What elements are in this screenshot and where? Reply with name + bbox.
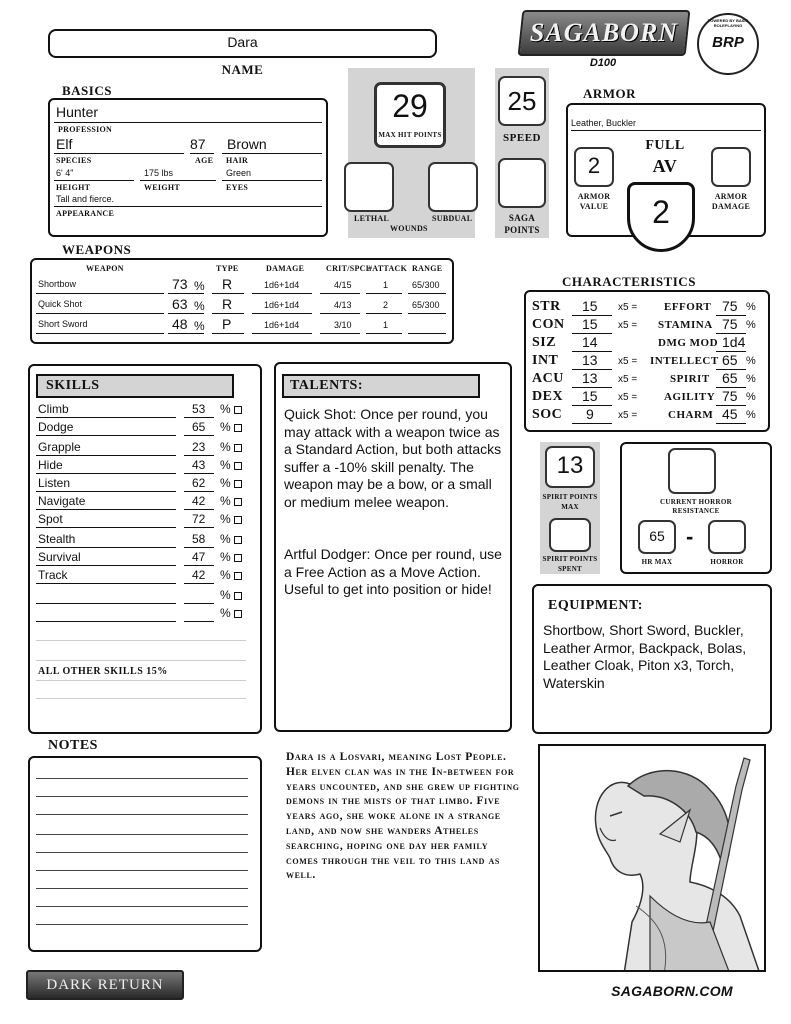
skill-name: Climb [38, 402, 69, 416]
hair-value[interactable]: Brown [227, 136, 267, 152]
weapon-attacks: 1 [383, 320, 389, 330]
derived-pct: % [746, 319, 756, 331]
derived-value: 75 [722, 316, 738, 332]
spirit-max-label-1: SPIRIT POINTS [542, 493, 598, 501]
skill-pct: % [220, 494, 231, 508]
skill-name: Hide [38, 458, 63, 472]
skill-checkbox[interactable] [234, 462, 242, 470]
weapons-header: WEAPONS [62, 242, 132, 257]
weapon-pct: % [194, 299, 205, 313]
skill-value: 43 [192, 458, 206, 472]
skill-row[interactable] [36, 456, 246, 474]
dark-return-text: DARK RETURN [46, 977, 164, 993]
skill-pct: % [220, 440, 231, 454]
armor-value-label-2: VALUE [579, 202, 609, 211]
armor-header: ARMOR [583, 86, 637, 101]
derived-pct: % [746, 355, 756, 367]
weapons-col-crit: CRIT/SPCL [326, 264, 372, 273]
skill-row[interactable] [36, 566, 246, 584]
derived-value: 45 [722, 406, 738, 422]
derived-value: 75 [722, 388, 738, 404]
saga-points-box[interactable] [498, 158, 546, 208]
skill-row[interactable] [36, 418, 246, 436]
derived-name: INTELLECT [650, 355, 719, 367]
skill-pct: % [220, 606, 231, 620]
armor-damage-label-2: DAMAGE [711, 202, 751, 211]
skill-name: Dodge [38, 420, 74, 434]
profession-label: PROFESSION [58, 125, 113, 134]
weapons-col-damage: DAMAGE [266, 264, 305, 273]
appearance-value[interactable]: Tall and fierce. [56, 194, 115, 204]
derived-pct: % [746, 391, 756, 403]
subdual-box[interactable] [428, 162, 478, 212]
horror-dash: - [686, 524, 694, 549]
weight-value[interactable]: 175 lbs [144, 168, 174, 178]
skill-name: Track [38, 568, 68, 582]
notes-header: NOTES [48, 738, 98, 753]
derived-value: 1d4 [722, 334, 746, 350]
character-name: Dara [227, 34, 258, 50]
skill-row[interactable] [36, 530, 246, 548]
weapon-type: R [222, 276, 233, 292]
stat-value: 15 [582, 388, 598, 404]
height-label: HEIGHT [56, 183, 91, 192]
subdual-label: SUBDUAL [432, 214, 473, 223]
weapon-damage: 1d6+1d4 [264, 320, 300, 330]
speed-value: 25 [507, 86, 537, 116]
stat-value: 15 [582, 316, 598, 332]
weapon-attacks: 2 [383, 300, 389, 310]
talents-text-2: Artful Dodger: Once per round, use a Free Action as a Move Action. Useful to get into position or hide! [284, 546, 502, 597]
stat-row[interactable] [532, 406, 764, 424]
stat-mult: x5 = [618, 320, 638, 331]
skill-pct: % [220, 550, 231, 564]
elf-portrait-illustration [540, 746, 766, 972]
skill-row[interactable] [36, 586, 246, 604]
characteristics-header: CHARACTERISTICS [562, 274, 696, 289]
derived-pct: % [746, 301, 756, 313]
skill-checkbox[interactable] [234, 406, 242, 414]
skill-name: Survival [38, 550, 81, 564]
lethal-label: LETHAL [354, 214, 390, 223]
skill-checkbox[interactable] [234, 480, 242, 488]
stat-row[interactable] [532, 316, 764, 334]
full-av-value: 2 [652, 194, 670, 230]
weapon-range: 65/300 [412, 300, 440, 310]
skill-row[interactable] [36, 436, 246, 454]
av-label: AV [652, 156, 678, 176]
notes-panel[interactable] [28, 756, 262, 952]
talents-header: TALENTS: [290, 378, 363, 393]
stat-value: 9 [586, 406, 594, 422]
weapon-damage: 1d6+1d4 [264, 300, 300, 310]
spirit-spent-box[interactable] [549, 518, 591, 552]
weapons-col-type: TYPE [216, 264, 239, 273]
skill-pct: % [220, 402, 231, 416]
armor-damage-label-1: ARMOR [714, 192, 748, 201]
skill-checkbox[interactable] [234, 554, 242, 562]
skill-name: Spot [38, 512, 63, 526]
stat-name: SOC [532, 407, 563, 422]
skill-pct: % [220, 476, 231, 490]
skill-name: Navigate [38, 494, 86, 508]
stat-name: CON [532, 317, 565, 332]
skill-name: Stealth [38, 532, 76, 546]
skill-name: Grapple [38, 440, 81, 454]
skill-pct: % [220, 568, 231, 582]
name-label: NAME [221, 62, 264, 77]
spirit-spent-label-2: SPENT [557, 565, 583, 573]
stat-mult: x5 = [618, 392, 638, 403]
eyes-value[interactable]: Green [226, 168, 252, 178]
spirit-spent-label-1: SPIRIT POINTS [542, 555, 598, 563]
skill-value: 62 [192, 476, 206, 490]
derived-name: SPIRIT [670, 373, 710, 385]
brp-badge-text: POWERED BY BASIC ROLEPLAYING [707, 18, 749, 28]
skill-row[interactable] [36, 510, 246, 528]
derived-name: CHARM [668, 409, 714, 421]
character-portrait [538, 744, 766, 972]
skill-pct: % [220, 588, 231, 602]
equipment-text: Shortbow, Short Sword, Buckler, Leather Armor, Backpack, Bolas, Leather Cloak, Piton x3, Torch, Waterskin [543, 622, 747, 691]
skill-name: Listen [38, 476, 71, 490]
height-value[interactable]: 6' 4" [56, 168, 74, 178]
saga-label: SAGA [508, 213, 536, 223]
brp-badge-short: BRP [712, 34, 744, 51]
skill-row[interactable] [36, 492, 246, 510]
stat-mult: x5 = [618, 374, 638, 385]
skill-checkbox[interactable] [234, 572, 242, 580]
skill-checkbox[interactable] [234, 516, 242, 524]
weapon-name: Shortbow [38, 279, 77, 289]
skill-value: 23 [192, 440, 206, 454]
armor-value: 2 [587, 153, 601, 178]
skill-pct: % [220, 532, 231, 546]
logo-title: SAGABORN [529, 18, 679, 47]
skills-header: SKILLS [46, 378, 100, 393]
stat-row[interactable] [532, 370, 764, 388]
skill-checkbox[interactable] [234, 592, 242, 600]
skill-row[interactable] [36, 548, 246, 566]
skill-checkbox[interactable] [234, 498, 242, 506]
weapon-crit: 4/13 [334, 300, 352, 310]
speed-label: SPEED [503, 132, 541, 144]
weapons-col-weapon: WEAPON [86, 264, 124, 273]
skill-row[interactable] [36, 604, 246, 622]
stat-mult: x5 = [618, 356, 638, 367]
other-skills-label: ALL OTHER SKILLS 15% [38, 666, 168, 677]
saga-points-label: POINTS [504, 225, 540, 235]
site-url[interactable]: SAGABORN.COM [611, 983, 733, 999]
current-horror-box[interactable] [668, 448, 716, 494]
skill-checkbox[interactable] [234, 610, 242, 618]
hair-label: HAIR [226, 156, 249, 165]
stat-row[interactable] [532, 388, 764, 406]
basics-header: BASICS [62, 83, 112, 98]
stat-name: INT [532, 353, 559, 368]
current-horror-label-2: RESISTANCE [672, 507, 720, 515]
spirit-max-value: 13 [556, 452, 584, 479]
skill-pct: % [220, 420, 231, 434]
derived-value: 65 [722, 370, 738, 386]
weapon-pct: % [194, 319, 205, 333]
derived-name: STAMINA [658, 319, 713, 331]
hr-max-value: 65 [649, 528, 665, 544]
spirit-max-label-2: MAX [561, 503, 579, 511]
horror-box[interactable] [708, 520, 746, 554]
full-label: FULL [645, 138, 685, 153]
species-label: SPECIES [56, 156, 92, 165]
weapon-type: R [222, 296, 233, 312]
current-horror-label-1: CURRENT HORROR [660, 498, 732, 506]
stat-name: DEX [532, 389, 564, 404]
weapon-crit: 4/15 [334, 280, 352, 290]
skill-value: 65 [192, 420, 206, 434]
armor-value-label-1: ARMOR [577, 192, 611, 201]
stat-name: SIZ [532, 335, 557, 350]
weapon-type: P [222, 316, 232, 332]
skill-value: 42 [192, 494, 206, 508]
weapon-skill: 63 [172, 296, 188, 312]
weapon-skill: 73 [172, 276, 188, 292]
backstory-text: Dara is a Losvari, meaning Lost People. Her elven clan was in the In-between for years uncounted, and she grew up fighting demons in the mists of that limbo. Five years ago, she woke alone in a strange land, and now she wanders Atheles searching, hoping one day her family comes through the veil to this land as well. [286, 751, 520, 882]
skill-pct: % [220, 458, 231, 472]
stat-name: STR [532, 299, 561, 314]
stat-value: 13 [582, 352, 598, 368]
skill-checkbox[interactable] [234, 444, 242, 452]
armor-damage-box[interactable] [711, 147, 751, 187]
weapons-col-range: RANGE [412, 264, 443, 273]
skill-checkbox[interactable] [234, 536, 242, 544]
skill-value: 72 [192, 512, 206, 526]
appearance-label: APPEARANCE [56, 209, 115, 218]
weapon-damage: 1d6+1d4 [264, 280, 300, 290]
derived-pct: % [746, 409, 756, 421]
stat-row[interactable] [532, 334, 764, 352]
weapon-attacks: 1 [383, 280, 389, 290]
equipment-header: EQUIPMENT: [548, 598, 643, 613]
skill-row[interactable] [36, 400, 246, 418]
derived-name: EFFORT [664, 301, 712, 313]
weapon-range: 65/300 [412, 280, 440, 290]
skill-value: 53 [192, 402, 206, 416]
weapon-name: Short Sword [38, 319, 88, 329]
lethal-box[interactable] [344, 162, 394, 212]
stat-mult: x5 = [618, 410, 638, 421]
weapon-pct: % [194, 279, 205, 293]
stat-value: 15 [582, 298, 598, 314]
age-label: AGE [195, 156, 214, 165]
skill-value: 47 [192, 550, 206, 564]
weapon-crit: 3/10 [334, 320, 352, 330]
talents-text-1: Quick Shot: Once per round, you may attack with a weapon twice as a Standard Action, but both attacks suffer a -10% skill penalty. The weapon may be a bow, or a small or medium melee weapon. [284, 406, 502, 510]
weapon-name: Quick Shot [38, 299, 83, 309]
stat-value: 13 [582, 370, 598, 386]
skill-value: 58 [192, 532, 206, 546]
eyes-label: EYES [226, 183, 249, 192]
weight-label: WEIGHT [144, 183, 181, 192]
derived-name: DMG MOD [658, 337, 719, 349]
derived-value: 75 [722, 298, 738, 314]
wounds-label: WOUNDS [390, 224, 428, 233]
armor-description[interactable]: Leather, Buckler [571, 118, 637, 128]
stat-row[interactable] [532, 352, 764, 370]
logo-subtitle: D100 [589, 57, 617, 69]
age-value[interactable]: 87 [190, 136, 206, 152]
derived-pct: % [746, 373, 756, 385]
derived-value: 65 [722, 352, 738, 368]
weapons-col-attack: #ATTACK [368, 264, 408, 273]
hr-max-label: HR MAX [641, 558, 673, 566]
max-hit-points-value: 29 [392, 88, 428, 124]
stat-mult: x5 = [618, 302, 638, 313]
profession-value[interactable]: Hunter [56, 104, 99, 120]
derived-name: AGILITY [664, 391, 716, 403]
species-value[interactable]: Elf [56, 136, 73, 152]
stat-row[interactable] [532, 298, 764, 316]
stat-value: 14 [582, 334, 598, 350]
skill-value: 42 [192, 568, 206, 582]
skill-row[interactable] [36, 474, 246, 492]
horror-label: HORROR [710, 558, 744, 566]
skill-pct: % [220, 512, 231, 526]
max-hit-points-label: MAX HIT POINTS [378, 131, 442, 139]
skill-checkbox[interactable] [234, 424, 242, 432]
stat-name: ACU [532, 371, 564, 386]
weapon-skill: 48 [172, 316, 188, 332]
